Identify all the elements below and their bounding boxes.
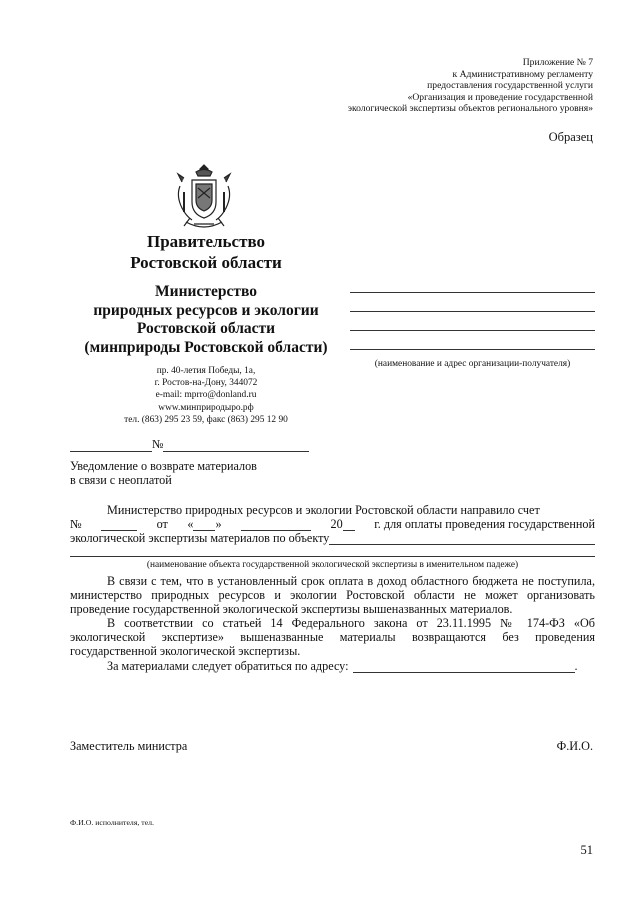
letter-subject [70, 459, 257, 488]
ministry-line: (минприроды Ростовской области) [84, 338, 328, 356]
website-line: www.минприродыро.рф [158, 402, 254, 413]
quote-close: » [215, 517, 222, 532]
letter-body [70, 574, 595, 673]
government-line: Ростовской области [130, 253, 282, 272]
signatory-name: Ф.И.О. [556, 739, 593, 753]
invoice-paragraph [70, 503, 595, 545]
appendix-line: к Административному регламенту [452, 68, 593, 80]
address-line: пр. 40-летия Победы, 1а, [156, 366, 256, 376]
ministry-title [60, 283, 352, 357]
invoice-year [331, 517, 355, 531]
object-caption: (наименование объекта государственной экологической экспертизы в именительном падеже) [146, 560, 519, 570]
object-line [70, 531, 595, 545]
quote-open: « [187, 517, 194, 532]
date-blank [70, 439, 152, 452]
sample-label: Образец [548, 130, 593, 144]
object-label: экологической экспертизы материалов по объекту [70, 531, 330, 546]
address-end-period: . [574, 658, 578, 673]
object-blank [329, 534, 595, 545]
address-paragraph [70, 659, 595, 673]
government-title [60, 231, 352, 273]
object-name-line [70, 556, 595, 557]
registration-number [70, 437, 309, 452]
address-blank [353, 662, 575, 673]
recipient-line [350, 292, 595, 293]
recipient-line [350, 349, 595, 350]
number-sign: № [152, 437, 164, 451]
government-line: Правительство [146, 232, 266, 251]
invoice-purpose: г. для оплаты проведения государственной [374, 517, 595, 532]
city-line: г. Ростов-на-Дону, 344072 [154, 378, 258, 389]
ministry-line: Ростовской области [136, 320, 276, 338]
invoice-number-sign: № [70, 517, 82, 532]
month-blank [241, 520, 311, 531]
appendix-line: Приложение № 7 [522, 57, 593, 68]
nonpayment-paragraph: В связи с тем, что в установленный срок оплата в доход областного бюджета не поступила, министерство природных ресурсов и экологии Ростовской области не может организовать проведение государственной экологической экспертизы вышеназванных материалов. [70, 574, 595, 617]
phone-line: тел. (863) 295 23 59, факс (863) 295 12 90 [124, 414, 288, 425]
year-prefix: 20 [330, 517, 343, 532]
ministry-line: природных ресурсов и экологии [93, 301, 319, 319]
appendix-line: предоставления государственной услуги [427, 80, 593, 92]
ministry-line: Министерство [155, 283, 257, 300]
number-blank [163, 439, 309, 452]
invoice-number-blank [101, 520, 137, 531]
executor-info: Ф.И.О. исполнителя, тел. [70, 818, 155, 827]
appendix-line: экологической экспертизы объектов регионального уровня» [347, 103, 593, 115]
signatory-position: Заместитель министра [70, 739, 188, 753]
subject-line: Уведомление о возврате материалов [70, 459, 257, 473]
year-blank [343, 520, 355, 531]
ministry-contacts [60, 365, 352, 426]
subject-line: в связи с неоплатой [70, 473, 172, 488]
invoice-date [187, 517, 221, 531]
recipient-line [350, 330, 595, 331]
page-number: 51 [580, 843, 593, 857]
recipient-caption: (наименование и адрес организации-получателя) [374, 359, 571, 369]
invoice-from-word: от [156, 517, 168, 532]
invoice-details-line [70, 517, 595, 531]
address-instruction: За материалами следует обратиться по адресу: [107, 658, 349, 673]
recipient-line [350, 311, 595, 312]
law-reference-paragraph: В соответствии со статьей 14 Федерального закона от 23.11.1995 № 174-ФЗ «Об экологической экспертизе» вышеназванные материалы возвращаются без проведения государственной экологической экспертизы. [70, 616, 595, 659]
email-line: e-mail: mprro@donland.ru [155, 390, 257, 401]
day-blank [193, 520, 215, 531]
rostov-coat-of-arms-icon [172, 162, 236, 232]
appendix-note [348, 57, 593, 115]
appendix-line: «Организация и проведение государственной [407, 91, 593, 103]
paragraph-line: Министерство природных ресурсов и экологии Ростовской области направило счет [107, 503, 540, 517]
